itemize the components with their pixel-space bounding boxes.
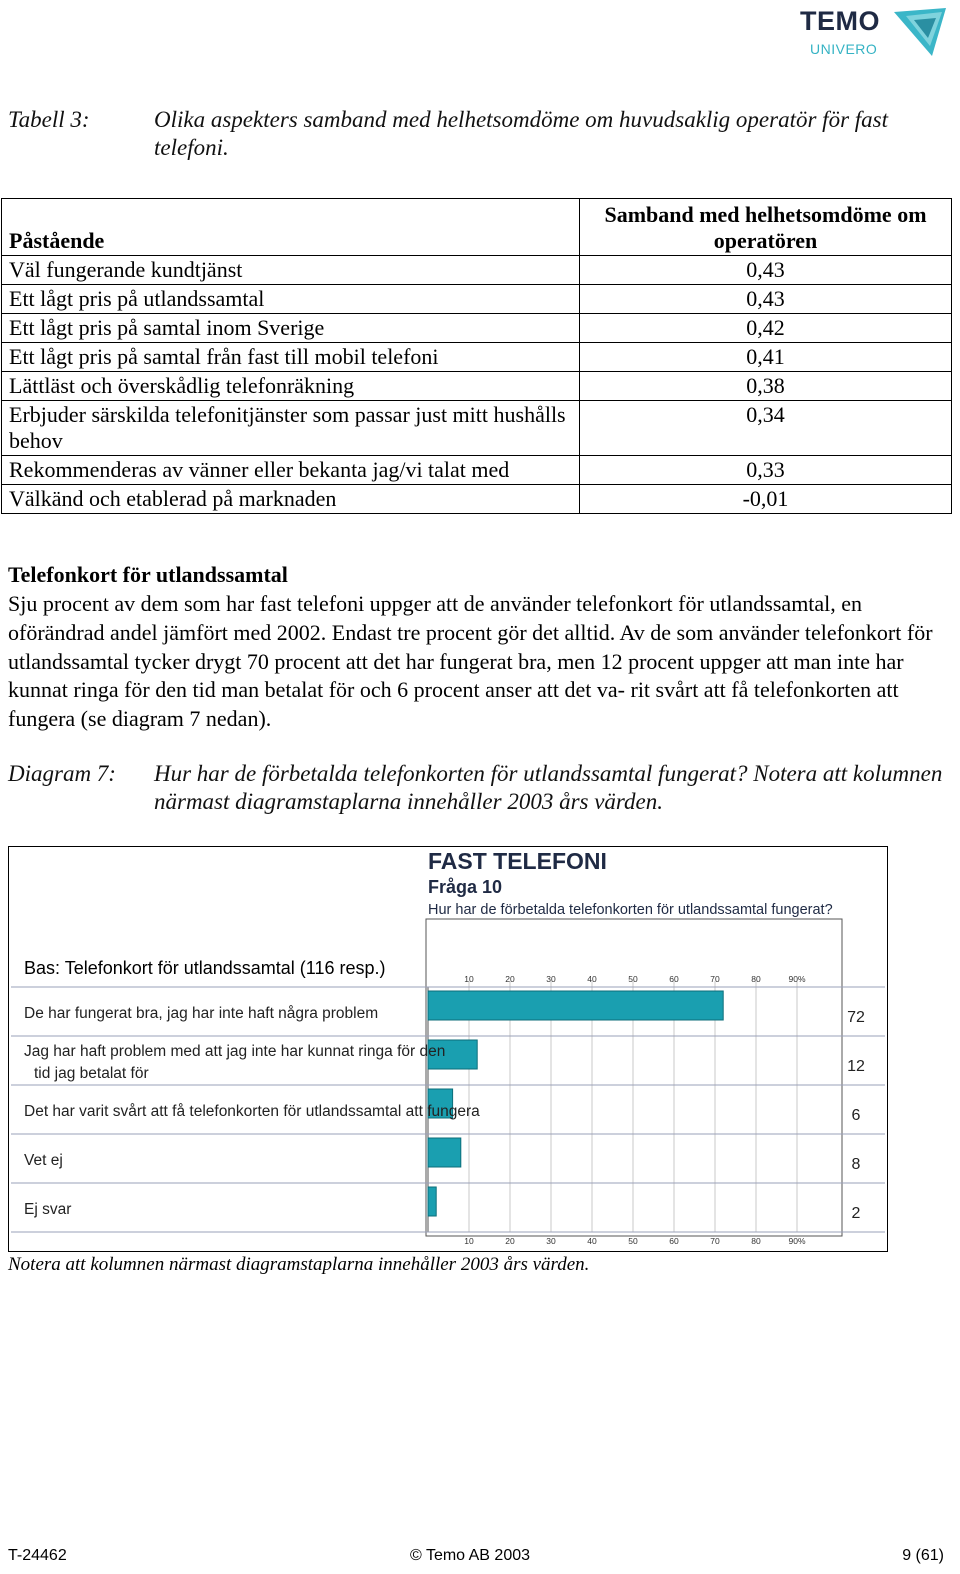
table-header-row [2,199,952,256]
x-tick-top: 50 [628,974,638,984]
logo-mark-icon [892,6,948,58]
x-tick-bottom: 80 [751,1236,761,1246]
plot-area [426,919,842,1236]
correlation-value-cell: 0,42 [580,314,952,343]
diagram-caption-text: Hur har de förbetalda telefonkorten för utlandssamtal fungerat? Notera att kolumnen närmast diagramstaplarna innehåller 2003 års värden. [154,761,943,814]
logo-subtitle: UNIVERO [810,41,878,57]
statement-cell: Lättläst och överskådlig telefonräkning [2,372,580,401]
chart-note: Notera att kolumnen närmast diagramstaplarna innehåller 2003 års värden. [8,1254,590,1275]
value-label: 12 [847,1058,865,1075]
x-tick-bottom: 70 [710,1236,720,1246]
category-label: Jag har haft problem med att jag inte har kunnat ringa för den [24,1043,446,1060]
value-label: 8 [851,1156,861,1173]
x-tick-bottom: 30 [546,1236,556,1246]
footer-copyright: © Temo AB 2003 [410,1547,531,1564]
footer-doc-id: T-24462 [8,1547,67,1564]
x-tick-top: 30 [546,974,556,984]
correlation-value-cell: 0,34 [580,401,952,456]
x-tick-bottom: 10 [464,1236,474,1246]
x-tick-bottom: 90% [788,1236,806,1246]
footer-page-number: 9 (61) [902,1547,944,1564]
x-tick-bottom: 60 [669,1236,679,1246]
statement-cell: Väl fungerande kundtjänst [2,256,580,285]
statement-cell: Erbjuder särskilda telefonitjänster som passar just mitt hushålls behov [2,401,580,456]
chart-frame [8,846,888,1252]
correlation-value-cell: 0,33 [580,456,952,485]
temo-univero-logo [796,4,950,60]
x-tick-top: 40 [587,974,597,984]
value-label: 2 [851,1205,861,1222]
table-caption-text: Olika aspekters samband med helhetsomdöme om huvudsaklig operatör för fast telefoni. [154,107,889,160]
x-tick-top: 80 [751,974,761,984]
correlation-value-cell: -0,01 [580,485,952,514]
table-row [2,343,952,372]
x-tick-bottom: 50 [628,1236,638,1246]
statement-cell: Rekommenderas av vänner eller bekanta jag/vi talat med [2,456,580,485]
correlation-value-cell: 0,38 [580,372,952,401]
bar [428,1138,461,1167]
statement-cell: Ett lågt pris på samtal från fast till mobil telefoni [2,343,580,372]
chart-question: Hur har de förbetalda telefonkorten för utlandssamtal fungerat? [428,902,833,918]
table-row [2,256,952,285]
chart-subtitle: Fråga 10 [428,877,503,897]
statement-cell: Ett lågt pris på utlandssamtal [2,285,580,314]
diagram-caption-label: Diagram 7: [8,761,116,786]
table-row [2,314,952,343]
section-heading: Telefonkort för utlandssamtal [8,562,288,587]
bar-chart [9,847,886,1250]
bar [428,991,723,1020]
x-tick-bottom: 20 [505,1236,515,1246]
statement-cell: Välkänd och etablerad på marknaden [2,485,580,514]
logo-wordmark: TEMO [800,6,880,36]
table-row [2,401,952,456]
correlation-value-cell: 0,41 [580,343,952,372]
category-label: tid jag betalat för [34,1065,149,1082]
table-caption-label: Tabell 3: [8,107,90,132]
x-tick-top: 70 [710,974,720,984]
correlation-value-cell: 0,43 [580,285,952,314]
table-header-statement: Påstående [2,199,580,256]
category-label: Det har varit svårt att få telefonkorten för utlandssamtal att fungera [24,1103,480,1120]
table-row [2,372,952,401]
table-body [2,256,952,514]
category-label: Vet ej [24,1152,63,1169]
x-tick-top: 60 [669,974,679,984]
category-label: De har fungerat bra, jag har inte haft några problem [24,1005,379,1022]
x-tick-top: 90% [788,974,806,984]
chart-base-label: Bas: Telefonkort för utlandssamtal (116 resp.) [24,958,386,978]
correlation-value-cell: 0,43 [580,256,952,285]
value-label: 6 [851,1107,861,1124]
table-header-correlation: Samband med helhetsomdöme om operatören [580,199,952,256]
table-row [2,456,952,485]
category-label: Ej svar [24,1201,72,1218]
chart-title: FAST TELEFONI [428,848,607,874]
table-row [2,485,952,514]
table-row [2,285,952,314]
x-tick-top: 10 [464,974,474,984]
bar [428,1187,436,1216]
value-label: 72 [847,1009,865,1026]
statement-cell: Ett lågt pris på samtal inom Sverige [2,314,580,343]
x-tick-bottom: 40 [587,1236,597,1246]
correlation-table [1,198,952,514]
x-tick-top: 20 [505,974,515,984]
section-body: Sju procent av dem som har fast telefoni uppger att de använder telefonkort för utlandssamtal, en oförändrad andel jämfört med 2002. Endast tre procent gör det alltid. Av de som använder telefonkort för utlandssamtal tycker drygt 70 procent att det har fungerat bra, men 12 procent uppger att man inte har kunnat ringa för den tid man betalat för och 6 procent anser att det va- rit svårt att få telefonkorten att fungera (se diagram 7 nedan). [8,591,933,732]
